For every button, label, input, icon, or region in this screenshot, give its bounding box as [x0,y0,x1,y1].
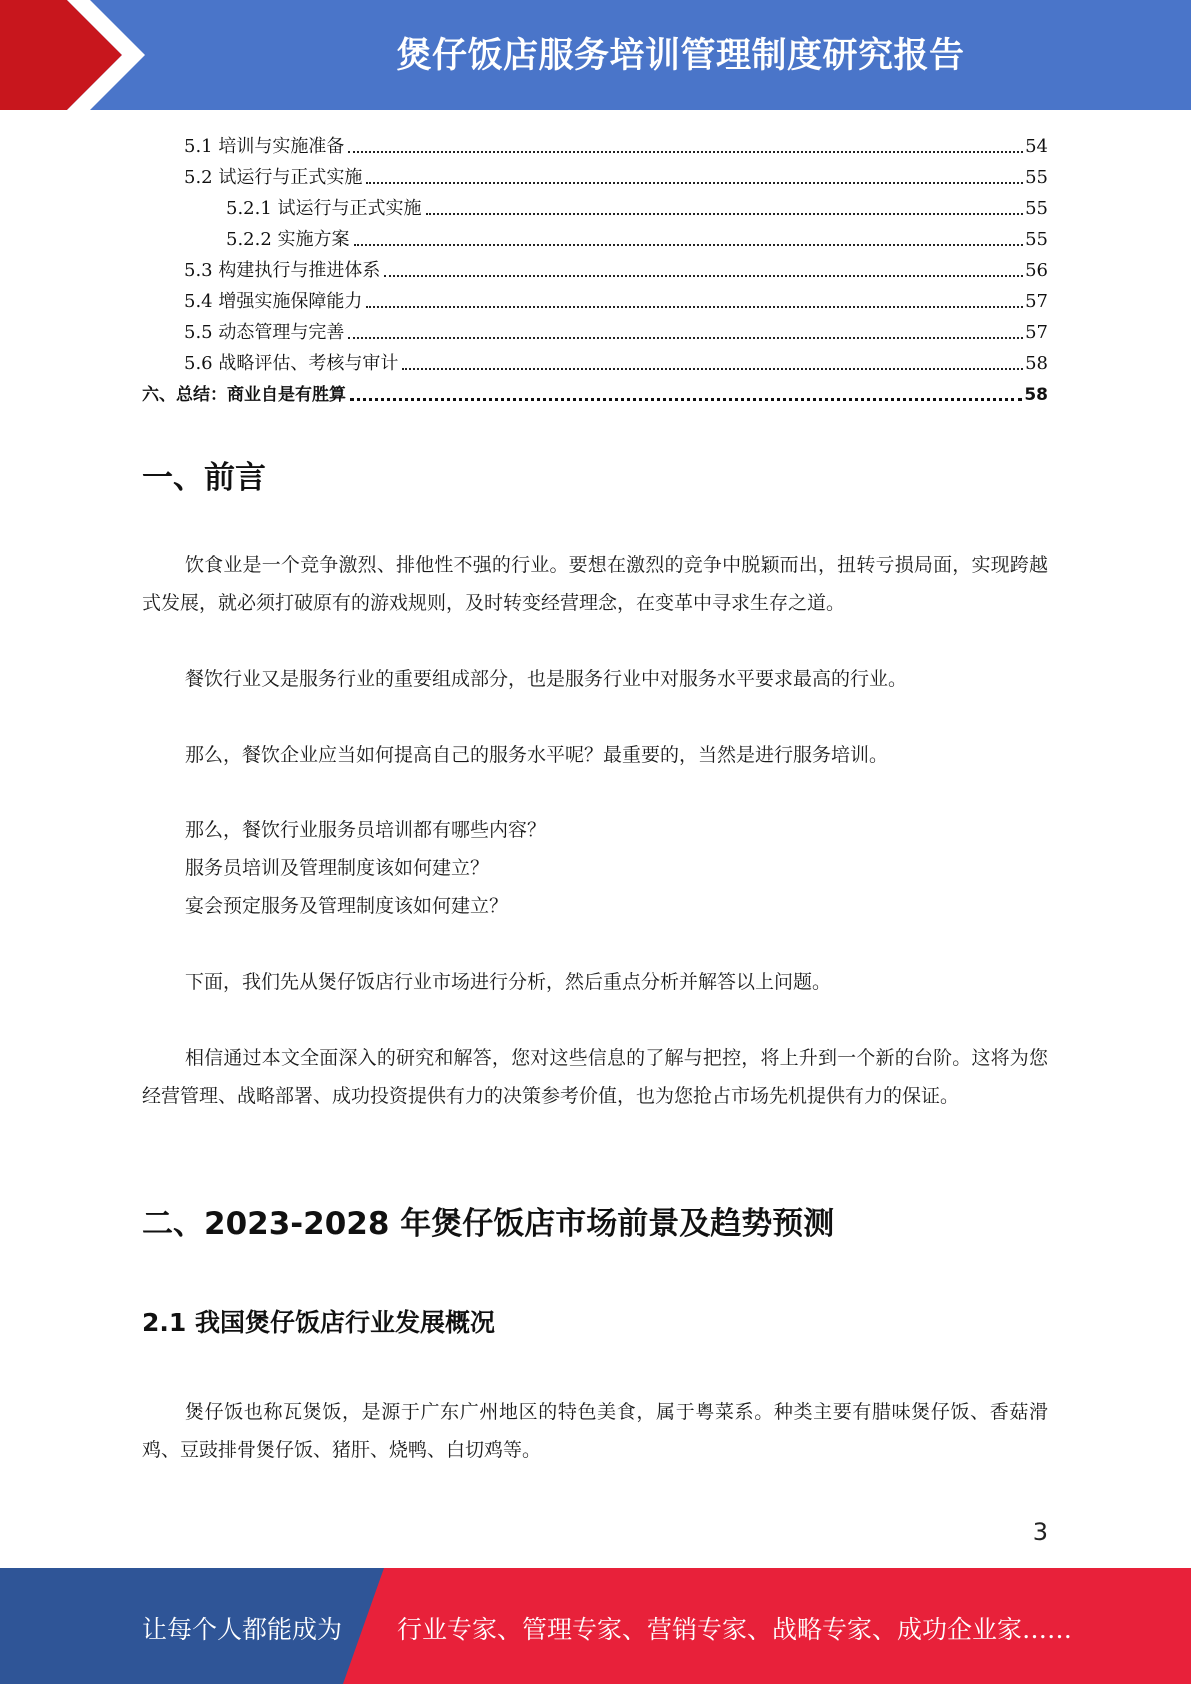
toc-entry-label: 六、总结：商业自是有胜算 [142,385,346,405]
toc-entry[interactable] [142,283,1048,314]
footer-band [0,1568,1191,1684]
toc-entry[interactable] [142,345,1048,376]
toc-leader-dots [402,367,1023,370]
body-paragraph: 餐饮行业又是服务行业的重要组成部分，也是服务行业中对服务水平要求最高的行业。 [185,668,908,690]
toc-entry-page: 54 [1025,136,1048,157]
body-paragraph: 饮食业是一个竞争激烈、排他性不强的行业。要想在激烈的竞争中脱颖而出，扭转亏损局面，实现跨越式发展，就必须打破原有的游戏规则，及时转变经营理念，在变革中寻求生存之道。 [142,554,1048,614]
table-of-contents [142,128,1048,407]
toc-entry-label: 5.6 战略评估、考核与审计 [184,353,399,374]
toc-leader-dots [350,397,1022,401]
footer-slogan-left: 让每个人都能成为 [142,1615,343,1644]
footer-slogan-right: 行业专家、管理专家、营销专家、战略专家、成功企业家…… [397,1615,1073,1644]
toc-entry-page: 55 [1025,167,1048,188]
toc-leader-dots [366,305,1023,308]
body-paragraph: 下面，我们先从煲仔饭店行业市场进行分析，然后重点分析并解答以上问题。 [185,971,832,993]
report-title: 煲仔饭店服务培训管理制度研究报告 [396,36,965,76]
toc-entry-page: 55 [1025,198,1048,219]
toc-entry-page: 58 [1024,385,1048,405]
toc-leader-dots [366,181,1023,184]
toc-leader-dots [348,336,1023,339]
toc-entry-label: 5.2 试运行与正式实施 [184,167,363,188]
toc-entry-page: 58 [1025,353,1048,374]
toc-entry[interactable] [142,128,1048,159]
toc-entry-page: 56 [1025,260,1048,281]
toc-entry-label: 5.2.2 实施方案 [226,229,350,250]
toc-entry[interactable] [142,314,1048,345]
toc-entry-chapter[interactable] [142,376,1048,407]
question-line: 服务员培训及管理制度该如何建立？ [185,857,490,879]
toc-leader-dots [384,274,1023,277]
report-header-band [0,0,1191,110]
red-chevron-icon [0,0,160,110]
toc-entry-label: 5.5 动态管理与完善 [184,322,345,343]
section-heading-preface: 一、前言 [142,460,266,496]
toc-entry[interactable] [142,252,1048,283]
subsection-heading: 2.1 我国煲仔饭店行业发展概况 [142,1308,495,1337]
question-line: 宴会预定服务及管理制度该如何建立？ [185,895,509,917]
section-heading-market-outlook: 二、2023-2028 年煲仔饭店市场前景及趋势预测 [142,1206,835,1242]
body-paragraph: 相信通过本文全面深入的研究和解答，您对这些信息的了解与把控，将上升到一个新的台阶。这将为您经营管理、战略部署、成功投资提供有力的决策参考价值，也为您抢占市场先机提供有力的保证。 [142,1047,1048,1107]
toc-leader-dots [354,243,1024,246]
toc-entry[interactable] [142,190,1048,221]
toc-entry-label: 5.1 培训与实施准备 [184,136,345,157]
page-number: 3 [1032,1518,1048,1546]
toc-entry-page: 55 [1025,229,1048,250]
toc-entry-label: 5.2.1 试运行与正式实施 [226,198,422,219]
question-line: 那么，餐饮行业服务员培训都有哪些内容？ [185,819,547,841]
toc-leader-dots [426,212,1024,215]
toc-entry[interactable] [142,221,1048,252]
toc-leader-dots [348,150,1023,153]
body-paragraph: 那么，餐饮企业应当如何提高自己的服务水平呢？最重要的，当然是进行服务培训。 [185,744,889,766]
toc-entry[interactable] [142,159,1048,190]
toc-entry-label: 5.3 构建执行与推进体系 [184,260,381,281]
body-paragraph: 煲仔饭也称瓦煲饭，是源于广东广州地区的特色美食，属于粤菜系。种类主要有腊味煲仔饭、香菇滑鸡、豆豉排骨煲仔饭、猪肝、烧鸭、白切鸡等。 [142,1401,1048,1461]
toc-entry-page: 57 [1025,291,1048,312]
toc-entry-page: 57 [1025,322,1048,343]
toc-entry-label: 5.4 增强实施保障能力 [184,291,363,312]
